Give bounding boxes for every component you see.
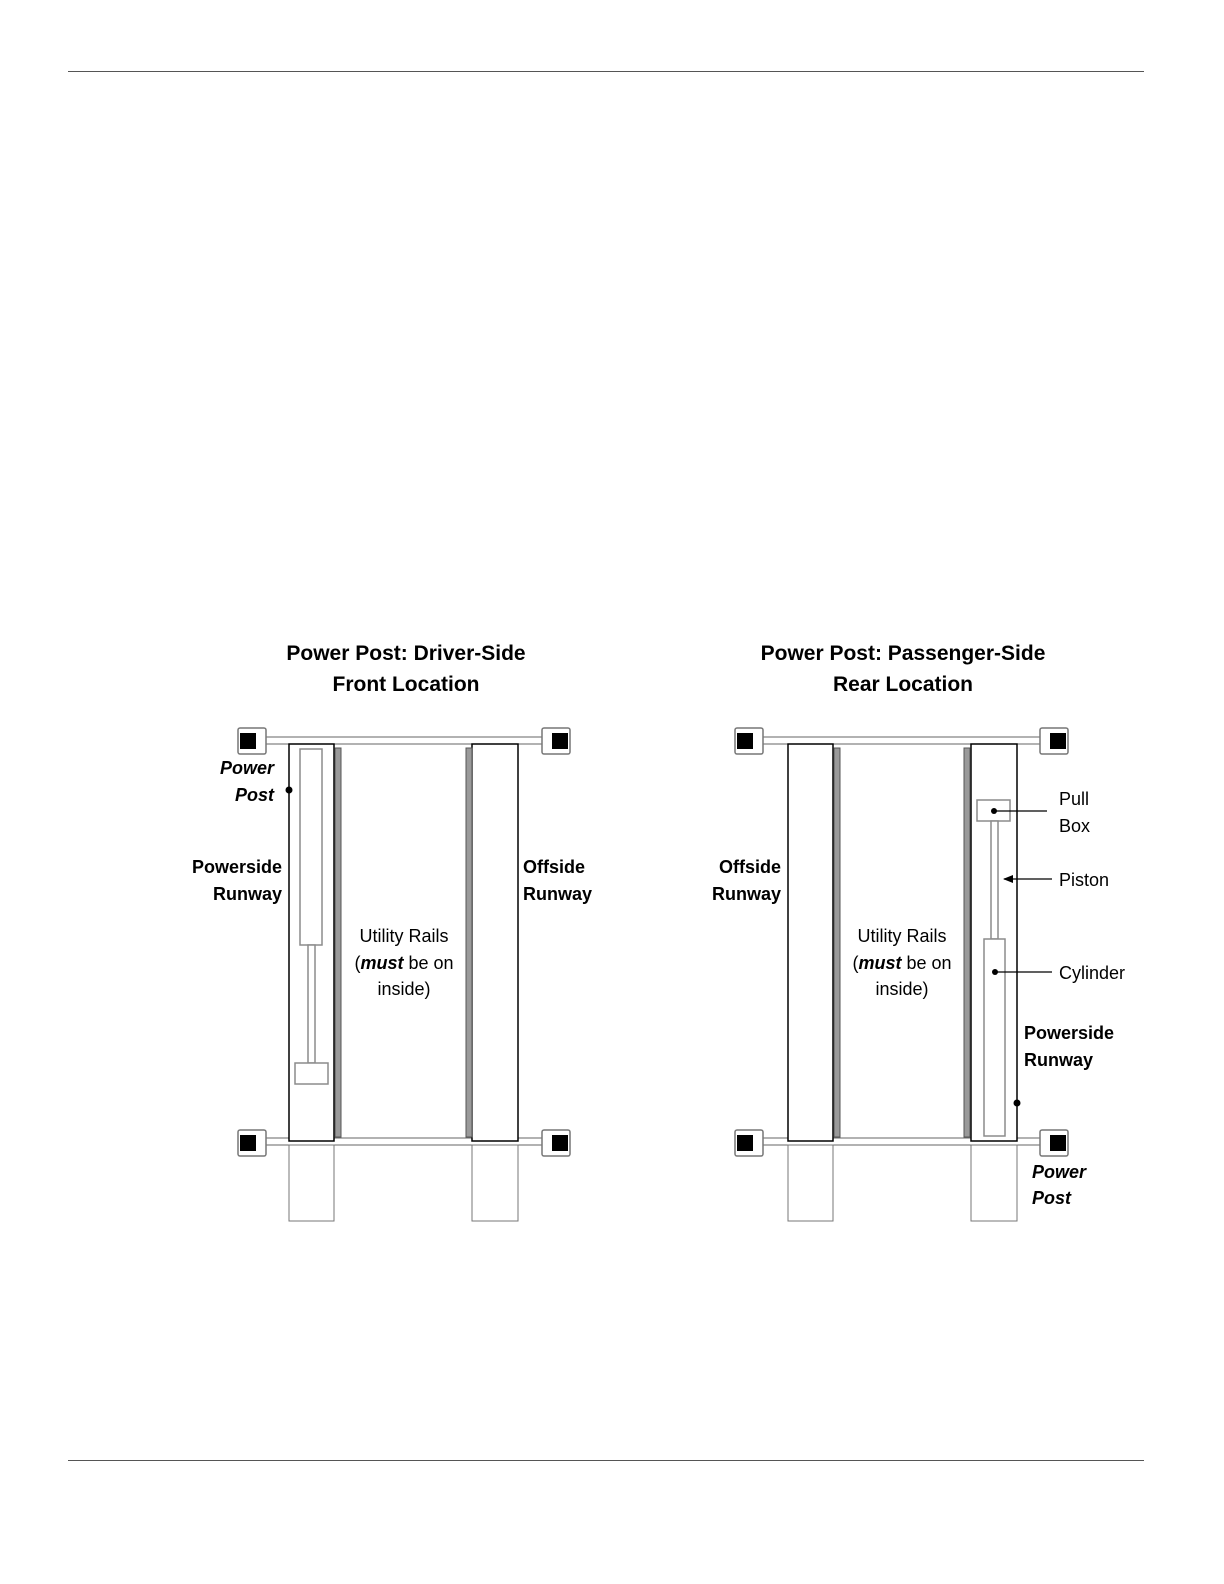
right-offside-label-line2: Runway	[711, 884, 781, 904]
right-utility-label-line2: (must be on	[852, 953, 952, 973]
left-diagram	[192, 642, 592, 1221]
right-powerside-label-line1: Powerside	[1024, 1023, 1115, 1043]
right-offside-ramp	[788, 1145, 833, 1221]
right-power-post-label-line1: Power	[1032, 1162, 1087, 1182]
right-piston-label: Piston	[1059, 870, 1110, 890]
left-offside-ramp	[472, 1145, 518, 1221]
left-title-line2: Front Location	[332, 673, 480, 696]
left-offside-runway	[472, 744, 518, 1141]
left-powerside-label-line2: Runway	[212, 884, 282, 904]
left-power-post-label-line1: Power	[219, 758, 274, 778]
left-top-beam	[262, 737, 546, 744]
right-powerside-label-line2: Runway	[1024, 1050, 1094, 1070]
left-post-bottom-left	[238, 1130, 266, 1156]
right-pull-box-label-line1: Pull	[1059, 789, 1090, 809]
left-offside-label-line1: Offside	[523, 857, 586, 877]
right-power-post-label-line2: Post	[1032, 1188, 1072, 1208]
right-post-bottom-left	[735, 1130, 763, 1156]
left-offside-label-line2: Runway	[523, 884, 593, 904]
right-utility-rail-inner-left	[834, 748, 840, 1137]
left-utility-rail-inner-right	[466, 748, 472, 1137]
right-diagram	[712, 642, 1125, 1221]
left-post-top-right	[542, 728, 570, 754]
right-offside-runway	[788, 744, 833, 1141]
left-pull-box	[295, 1063, 328, 1084]
left-cylinder	[300, 749, 322, 945]
right-title-line1: Power Post: Passenger-Side	[760, 642, 1046, 665]
left-post-bottom-right	[542, 1130, 570, 1156]
right-post-top-left	[735, 728, 763, 754]
right-title-line2: Rear Location	[832, 673, 974, 696]
right-utility-label-line1: Utility Rails	[857, 926, 947, 946]
right-top-beam	[760, 737, 1044, 744]
right-power-post-marker	[1014, 1100, 1021, 1107]
right-cylinder	[984, 939, 1005, 1136]
left-utility-label-line1: Utility Rails	[359, 926, 449, 946]
left-utility-rail-inner-left	[335, 748, 341, 1137]
left-utility-label-line3: inside)	[377, 979, 431, 999]
left-power-post-label-line2: Post	[234, 785, 274, 805]
left-utility-label-line2: (must be on	[354, 953, 454, 973]
right-offside-label-line1: Offside	[718, 857, 781, 877]
right-utility-label-line3: inside)	[875, 979, 929, 999]
right-powerside-ramp	[971, 1145, 1017, 1221]
left-powerside-ramp	[289, 1145, 334, 1221]
left-powerside-label-line1: Powerside	[191, 857, 282, 877]
right-cylinder-label: Cylinder	[1059, 963, 1126, 983]
right-post-top-right	[1040, 728, 1068, 754]
right-pull-box-label-line2: Box	[1059, 816, 1091, 836]
left-title-line1: Power Post: Driver-Side	[286, 642, 526, 665]
left-power-post-marker	[286, 787, 293, 794]
right-piston	[991, 821, 998, 939]
right-post-bottom-right	[1040, 1130, 1068, 1156]
right-utility-rail-inner-right	[964, 748, 970, 1137]
left-post-top-left	[238, 728, 266, 754]
left-piston	[308, 945, 315, 1063]
